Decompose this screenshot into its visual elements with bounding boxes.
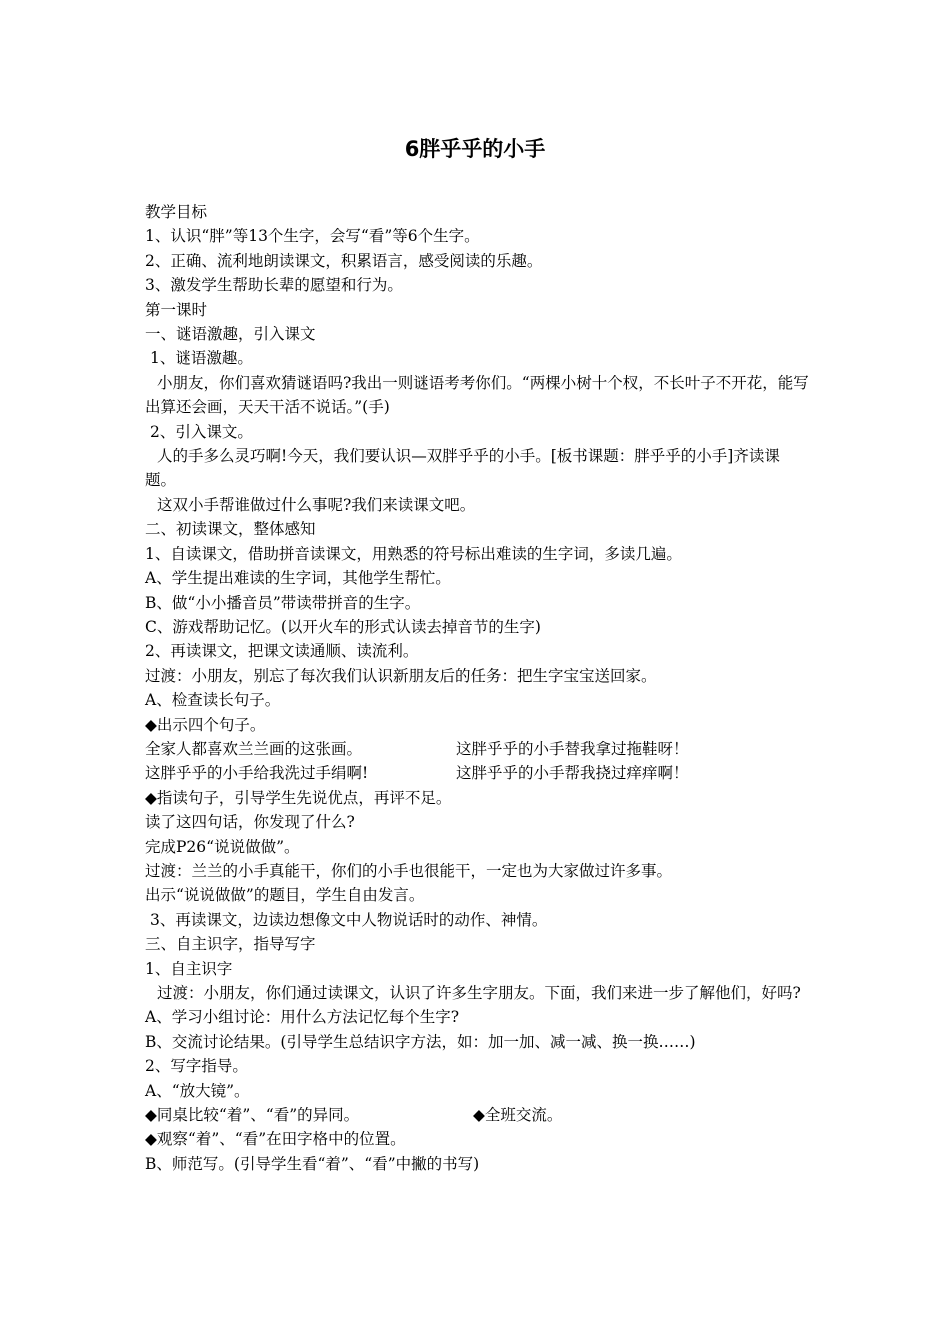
text-line: 教学目标 — [145, 203, 208, 221]
text-line: A、学生提出难读的生字词，其他学生帮忙。 — [145, 569, 451, 588]
text-line: 2、正确、流利地朗读课文，积累语言，感受阅读的乐趣。 — [145, 251, 543, 270]
sentence: 这胖乎乎的小手给我洗过手绢啊! — [145, 764, 369, 783]
text-line: 第一课时 — [145, 300, 208, 319]
text-line: 2、写字指导。 — [145, 1057, 248, 1076]
sentence: 这胖乎乎的小手帮我挠过痒痒啊！ — [456, 764, 689, 783]
text-line — [145, 1103, 810, 1127]
paragraph: 人的手多么灵巧啊!今天，我们要认识—双胖乎乎的小手。[板书课题：胖乎乎的小手]齐读课题。 — [145, 447, 780, 490]
text-line: 1、自读课文，借助拼音读课文，用熟悉的符号标出难读的生字词，多读几遍。 — [145, 544, 682, 563]
sentence: 全家人都喜欢兰兰画的这张画。 — [145, 739, 363, 758]
text-line: 过渡：小朋友，别忘了每次我们认识新朋友后的任务：把生字宝宝送回家。 — [145, 666, 657, 685]
text-line: 出示“说说做做”的题目，学生自由发言。 — [145, 886, 425, 905]
section-heading: 一、谜语激趣，引入课文 — [145, 325, 316, 344]
text-line: A、学习小组讨论：用什么方法记忆每个生字? — [145, 1008, 460, 1027]
text-line: B、师范写。(引导学生看“着”、“看”中撇的书写) — [145, 1154, 480, 1173]
text-line: 完成P26“说说做做”。 — [145, 837, 300, 856]
text-line: 1、自主识字 — [145, 959, 233, 978]
paragraph: 这双小手帮谁做过什么事呢?我们来读课文吧。 — [157, 495, 476, 514]
text-line: B、交流讨论结果。(引导学生总结识字方法，如：加一加、减一减、换一换……) — [145, 1032, 696, 1051]
text-line: A、“放大镜”。 — [145, 1081, 250, 1100]
text-line: 3、激发学生帮助长辈的愿望和行为。 — [145, 276, 403, 295]
paragraph: 小朋友，你们喜欢猜谜语吗?我出一则谜语考考你们。“两棵小树十个杈，不长叶子不开花，能写出算还会画，天天干活不说话。”(手) — [145, 373, 809, 417]
text-line: ◆观察“着”、“看”在田字格中的位置。 — [145, 1130, 406, 1149]
text-line: 2、再读课文，把课文读通顺、读流利。 — [145, 642, 419, 661]
text-line: C、游戏帮助记忆。(以开火车的形式认读去掉音节的生字) — [145, 617, 541, 636]
text-line: B、做“小小播音员”带读带拼音的生字。 — [145, 593, 421, 612]
text-line: 2、引入课文。 — [150, 422, 253, 441]
document-body — [145, 200, 810, 1176]
text-segment: ◆同桌比较“着”、“看”的异同。 — [145, 1106, 360, 1125]
text-line: 读了这四句话，你发现了什么? — [145, 813, 355, 832]
sentence-pair — [145, 737, 810, 761]
text-line: 1、谜语激趣。 — [150, 349, 253, 368]
section-heading: 三、自主识字，指导写字 — [145, 935, 316, 954]
text-line: ◆指读句子，引导学生先说优点，再评不足。 — [145, 788, 452, 807]
paragraph: 过渡：小朋友，你们通过读课文，认识了许多生字朋友。下面，我们来进一步了解他们，好吗? — [157, 984, 801, 1002]
text-line: ◆出示四个句子。 — [145, 715, 266, 734]
text-line: A、检查读长句子。 — [145, 691, 281, 710]
text-segment: ◆全班交流。 — [473, 1106, 563, 1125]
text-line: 过渡：兰兰的小手真能干，你们的小手也很能干，一定也为大家做过许多事。 — [145, 861, 673, 880]
page-title: 6胖乎乎的小手 — [404, 137, 546, 161]
text-line: 3、再读课文，边读边想像文中人物说话时的动作、神情。 — [150, 910, 548, 929]
section-heading: 二、初读课文，整体感知 — [145, 520, 316, 539]
text-line: 1、认识“胖”等13个生字，会写“看”等6个生字。 — [145, 227, 480, 246]
sentence-pair — [145, 761, 810, 785]
sentence: 这胖乎乎的小手替我拿过拖鞋呀！ — [456, 739, 689, 758]
